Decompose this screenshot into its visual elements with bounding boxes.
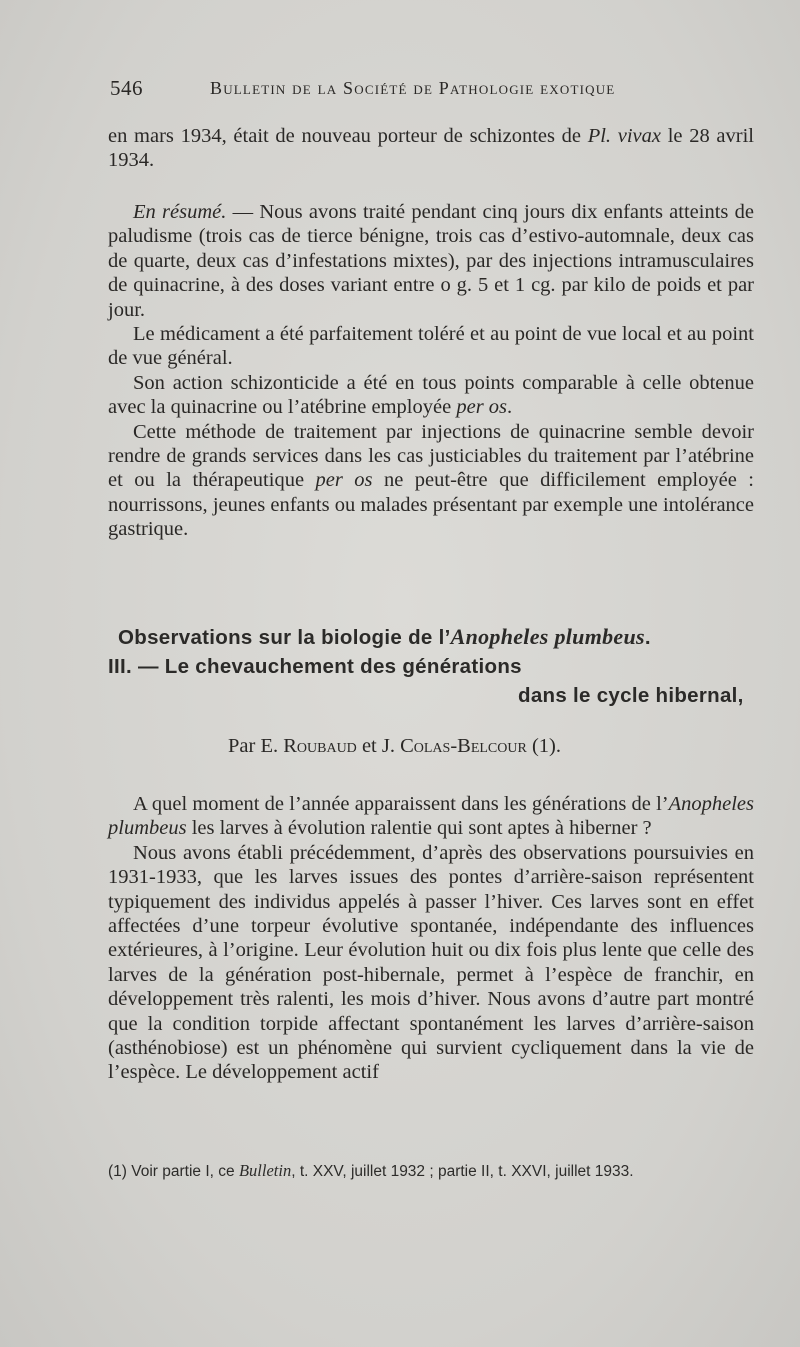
summary-label: En résumé. [133,201,227,223]
continuation-text-a: en mars 1934, était de nouveau porteur de schizontes de [108,125,588,147]
article-title-line-2: III. — Le chevauchement des générations [108,655,522,678]
authors-mid: et J. [356,735,401,757]
article-authors [228,735,728,758]
article-text-1b: les larves à évolution ralentie qui sont aptes à hiberner ? [186,817,652,840]
article-body [108,792,754,1085]
article-text-1a: A quel moment de l’année apparaissent dans les générations de l’ [133,793,669,815]
authors-prefix: Par E. [228,735,284,757]
summary-text-3a: Son action schizonticide a été en tous points comparable à celle obtenue avec la quinacrine ou l’atébrine employée [108,371,754,419]
article-title-line-1 [118,624,758,650]
summary-text-1: — Nous avons traité pendant cinq jours dix enfants atteints de paludisme (trois cas de tierce bénigne, trois cas d’estivo-automnale, deux cas de quarte, deux cas d’infestations mixtes), par des injections intramusculaires de quinacrine, à des doses variant entre o g. 5 et 1 cg. par kilo de poids et par jour. [108,201,754,321]
continuation-text [108,124,754,173]
footnote-ref: (1). [526,735,561,757]
article-paragraph-2: Nous avons établi précédemment, d’après des observations poursuivies en 1931-1933, que les larves issues des pontes d’arrière-saison représentent typiquement des individus appelés à passer l’hiver. Ces larves sont en effet affectées d’une torpeur évolutive spontanée, indépendante des influences extérieures, à l’origine. Leur évolution huit ou dix fois plus lente que celle des larves de la génération post-hibernale, permet à l’espèce de franchir, en développement très ralenti, les mois d’hiver. Nous avons d’autre part montré que la condition torpide affectant spontanément les larves d’arrière-saison (asthénobiose) est un phénomène qui survient cycliquement dans la vie de l’espèce. Le développement actif [108,841,754,1084]
summary-text-4a: Cette méthode de traitement par injections de quinacrine semble devoir rendre de grands services dans les cas justiciables du traitement par l’atébrine et ou la thérapeutique [108,420,754,492]
latin-phrase: per os [315,469,373,492]
footnote [108,1161,756,1182]
species-name: Pl. vivax [587,125,662,147]
author-1: Roubaud [283,735,357,757]
author-2: Colas-Belcour [400,735,527,757]
summary-paragraph-4 [108,420,754,542]
latin-phrase: per os [456,396,508,419]
continuation-paragraph [108,124,754,173]
summary-text-3b: . [507,396,513,419]
page-number: 546 [110,76,143,100]
summary-paragraph-2: Le médicament a été parfaitement toléré et au point de vue local et au point de vue général. [108,323,754,370]
continuation-text-b: le 28 avril 1934. [108,125,754,172]
summary-text-4b: ne peut-être que difficilement employée : nourrissons, jeunes enfants ou malades présentant par exemple une intolérance gastrique. [108,469,754,541]
summary-paragraph-3 [108,371,754,420]
running-title: Bulletin de la Société de Pathologie exotique [210,78,616,98]
title-text-b: . [644,626,651,649]
summary-paragraph-1 [108,200,754,322]
species-name: Anopheles plumbeus [108,793,754,840]
footnote-text-a: (1) Voir partie I, ce [108,1163,239,1180]
article-paragraph-1 [108,792,754,841]
article-title-line-3: dans le cycle hibernal, [518,684,744,707]
summary-section [108,200,754,542]
footnote-text-b: , t. XXV, juillet 1932 ; partie II, t. XXVI, juillet 1933. [291,1163,634,1180]
title-text-a: Observations sur la biologie de l’ [118,626,451,649]
footnote-journal: Bulletin [238,1161,292,1180]
title-species: Anopheles plumbeus [450,624,645,649]
